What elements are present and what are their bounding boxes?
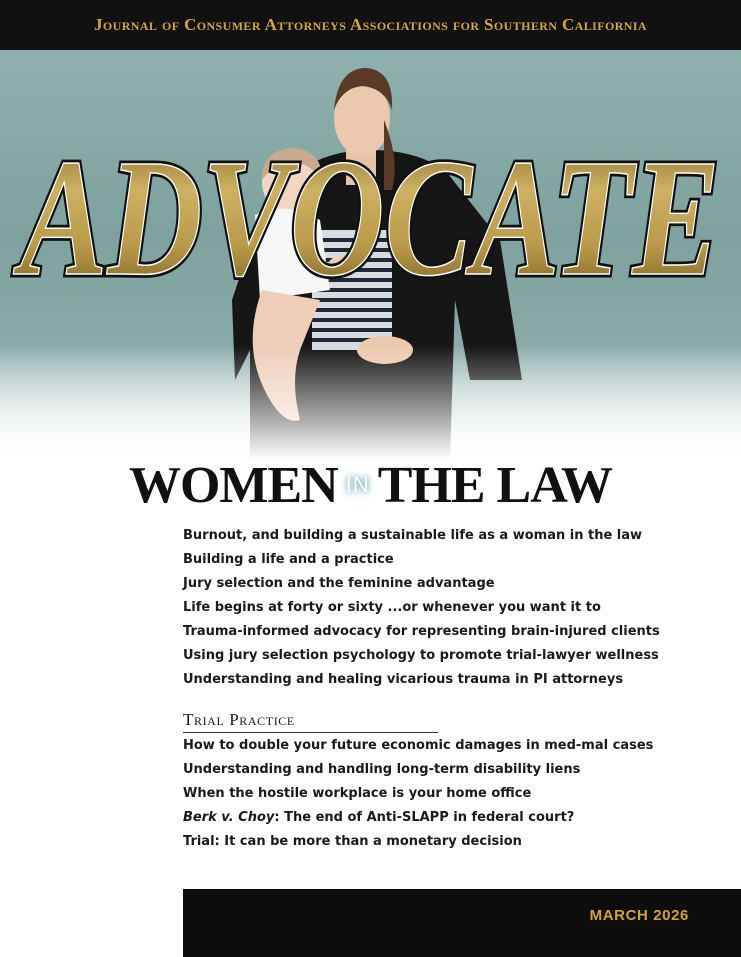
article-item: Trauma-informed advocacy for representing brain-injured clients — [183, 624, 660, 639]
trial-article-item: Understanding and handling long-term disability liens — [183, 762, 581, 777]
article-item: Jury selection and the feminine advantage — [183, 576, 495, 591]
trial-practice-heading: Trial Practice — [183, 708, 438, 733]
journal-title: Journal of Consumer Attorneys Associations for Southern California — [94, 15, 647, 34]
article-item: Building a life and a practice — [183, 552, 394, 567]
trial-article-item: How to double your future economic damages in med-mal cases — [183, 738, 654, 753]
trial-practice-list — [183, 734, 653, 854]
footer-bar — [183, 889, 741, 957]
feature-articles-list — [183, 524, 660, 692]
masthead-title-outline: ADVOCATE — [12, 125, 721, 311]
theme-word-the-law: THE LAW — [377, 457, 613, 514]
case-name: Berk v. Choy — [183, 810, 275, 825]
article-item: Understanding and healing vicarious trauma in PI attorneys — [183, 672, 624, 687]
issue-date: MARCH 2026 — [589, 907, 689, 924]
trial-article-item: Trial: It can be more than a monetary decision — [183, 834, 522, 849]
article-item: Using jury selection psychology to promote trial-lawyer wellness — [183, 648, 659, 663]
trial-article-case-item — [183, 806, 653, 830]
article-item: Burnout, and building a sustainable life as a woman in the law — [183, 528, 643, 543]
theme-word-women: WOMEN — [128, 457, 338, 514]
case-title-rest: : The end of Anti-SLAPP in federal court? — [274, 810, 575, 825]
trial-article-item: When the hostile workplace is your home office — [183, 786, 532, 801]
issue-theme-title — [0, 452, 741, 519]
masthead-logo — [0, 88, 741, 318]
theme-word-in: IN — [345, 472, 370, 497]
article-item: Life begins at forty or sixty ...or whenever you want it to — [183, 600, 601, 615]
masthead-title: ADVOCATE — [12, 125, 721, 311]
header-bar — [0, 0, 741, 50]
